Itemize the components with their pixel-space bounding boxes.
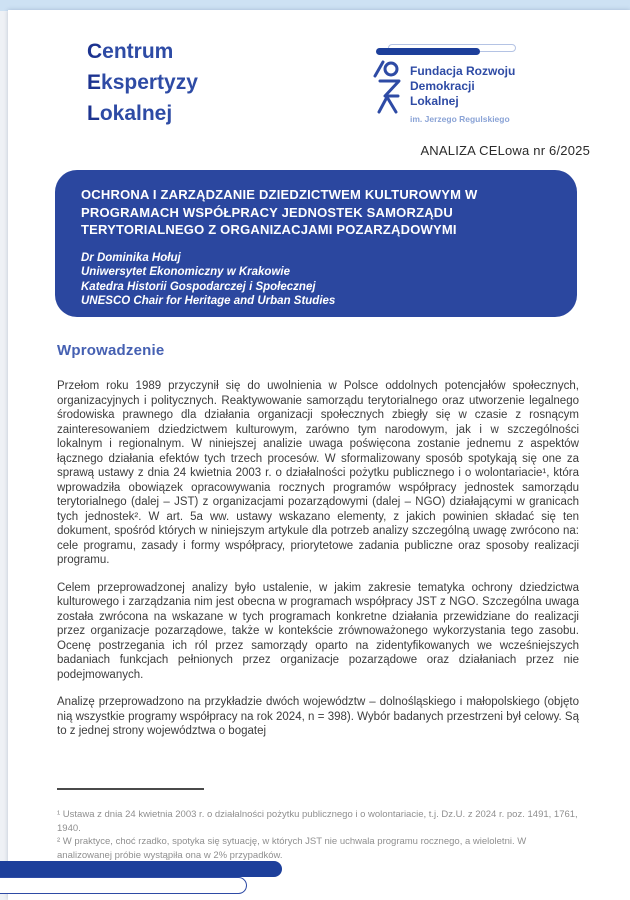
footnote: ¹ Ustawa z dnia 24 kwietnia 2003 r. o działalności pożytku publicznego i o wolontariacie, t.j. Dz.U. z 2024 r. poz. 1491, 1761, 1940. bbox=[57, 809, 578, 834]
cel-logo-initial: E bbox=[87, 71, 102, 94]
paragraph: Analizę przeprowadzono na przykładzie dwóch województw – dolnośląskiego i małopolskiego (objęto nią wszystkie programy współpracy na rok 2024, n = 398). Wybór badanych przestrzeni był celowy. Są to z jednej strony województwa o bogatej bbox=[57, 696, 579, 737]
author-line: UNESCO Chair for Heritage and Urban Studies bbox=[81, 295, 336, 307]
footnotes bbox=[57, 808, 582, 862]
article-title: OCHRONA I ZARZĄDZANIE DZIEDZICTWEM KULTUROWYM W PROGRAMACH WSPÓŁPRACY JEDNOSTEK SAMORZĄDU TERYTORIALNEGO Z ORGANIZACJAMI POZARZĄDOWYMI bbox=[81, 187, 478, 237]
paragraph: Przełom roku 1989 przyczynił się do uwolnienia w Polsce oddolnych potencjałów społecznych, organizacyjnych i politycznych. Reaktywowanie samorządu terytorialnego oraz utworzenie legalnego środowiska prawnego dla działania organizacji społecznych zbiegły się w czasie z rosnącym zainteresowaniem dziedzictwem kulturowym, zarówno tym narodowym, jak i w szczególności lokalnym i regionalnym. W niniejszej analizie uwaga poświęcona zostanie jednemu z aspektów łącznego działania efektów tych trzech procesów. W sformalizowany sposób spotykają się one za sprawą ustawy z dnia 24 kwietnia 2003 r. o działalności pożytku publicznego i o wolontariacie¹, która wprowadziła obowiązek opracowywania rocznych programów współpracy jednostek samorządu terytorialnego (dalej – JST) z organizacjami pozarządowymi (dalej – NGO) działającymi w granicach tych jednostek². W art. 5a ww. ustawy wskazano elementy, z jakich powinien składać się ten dokument, spośród których w niniejszym artykule dla potrzeb analizy szczególną uwagę zwrócono na: cele programu, zasady i formy współpracy, priorytetowe zadania publiczne oraz sposoby realizacji programu. bbox=[57, 380, 579, 566]
cel-logo-line bbox=[87, 98, 198, 129]
cel-logo-word: kspertyzy bbox=[101, 71, 198, 94]
person-figure-icon bbox=[370, 59, 404, 115]
section-heading: Wprowadzenie bbox=[57, 342, 165, 359]
footnote-separator bbox=[57, 788, 204, 790]
frdl-logo-text bbox=[410, 64, 522, 124]
author-line: Dr Dominika Hołuj bbox=[81, 251, 181, 264]
footer-bar-outline bbox=[0, 877, 247, 894]
frdl-name-line: Fundacja Rozwoju bbox=[410, 64, 516, 78]
frdl-logo bbox=[366, 42, 522, 122]
cel-logo-initial: L bbox=[87, 102, 100, 125]
cel-logo-word: entrum bbox=[102, 40, 174, 63]
cel-logo-word: okalnej bbox=[99, 102, 173, 125]
footer-bar-solid bbox=[0, 861, 282, 877]
issue-label: ANALIZA CELowa nr 6/2025 bbox=[420, 143, 590, 158]
frdl-name-line: Demokracji Lokalnej bbox=[410, 79, 475, 108]
cel-logo-line bbox=[87, 67, 198, 98]
author-block bbox=[81, 251, 553, 309]
title-box bbox=[55, 170, 577, 317]
document-page bbox=[8, 10, 630, 900]
article-body bbox=[57, 379, 579, 739]
cel-logo-initial: C bbox=[87, 40, 103, 63]
paragraph: Celem przeprowadzonej analizy było ustalenie, w jakim zakresie tematyka ochrony dziedzictwa kulturowego i zarządzania nim jest obecna w programach współpracy JST z NGO. Szczególna uwaga została zwrócona na wskazane w tych programach konkretne działania przewidziane do realizacji przez organizacje pozarządowe, także w kontekście zrównoważonego wykorzystania tego zasobu. Ocenę postrzegania ich ról przez samorządy oparto na zidentyfikowanych we wcześniejszych badaniach funkcjach pełnionych przez organizacje pozarządowe oraz działaniach przez nie podejmowanych. bbox=[57, 581, 579, 681]
cel-logo bbox=[87, 36, 198, 129]
frdl-subtitle: im. Jerzego Regulskiego bbox=[410, 114, 510, 124]
footnote: ² W praktyce, choć rzadko, spotyka się sytuację, w których JST nie uchwala programu rocznego, a wieloletni. W analizowanej próbie wystąpiła ona w 2% przypadków. bbox=[57, 836, 527, 861]
frdl-logo-bar-solid bbox=[376, 48, 480, 55]
cel-logo-line bbox=[87, 36, 198, 67]
author-line: Katedra Historii Gospodarczej i Społecznej bbox=[81, 280, 316, 293]
author-line: Uniwersytet Ekonomiczny w Krakowie bbox=[81, 266, 290, 278]
